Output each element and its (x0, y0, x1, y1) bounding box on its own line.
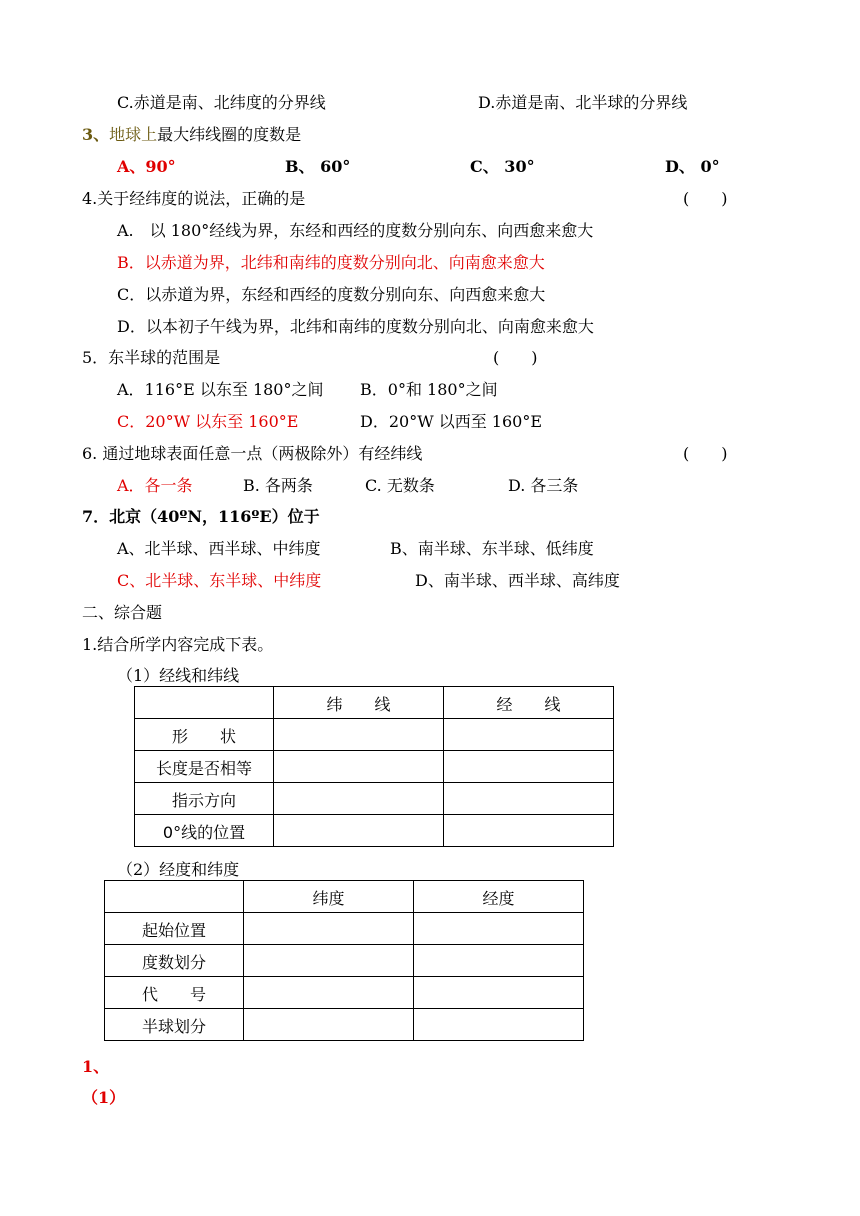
table-row (135, 719, 614, 751)
q3-option-d: D、 0° (665, 157, 720, 176)
q3-stem-text: 最大纬线圈的度数是 (157, 125, 302, 144)
answer-cell[interactable] (274, 751, 444, 783)
q3-stem (82, 125, 301, 145)
q4-option-a: A. 以 180°经线为界，东经和西经的度数分别向东、向西愈来愈大 (117, 221, 594, 240)
answer-cell[interactable] (244, 913, 414, 945)
q6-answer-paren: ( ) (683, 444, 728, 463)
q2-option-c: C.赤道是南、北纬度的分界线 (117, 93, 326, 112)
answer-cell[interactable] (444, 815, 614, 847)
q5-option-b: B．0°和 180°之间 (360, 380, 498, 399)
q6-option-b: B. 各两条 (243, 476, 313, 495)
answer-cell[interactable] (444, 783, 614, 815)
q3-option-a: A、90° (117, 157, 176, 176)
table-row (105, 913, 584, 945)
table-header-cell: 纬 线 (274, 687, 444, 719)
q3-stem-highlight: 地球上 (109, 125, 158, 144)
q7-option-a: A、北半球、西半球、中纬度 (117, 539, 321, 558)
section2-title: 二、综合题 (82, 603, 163, 622)
q3-option-c: C、 30° (470, 157, 535, 176)
answer-cell[interactable] (414, 1009, 584, 1041)
answer-cell[interactable] (274, 783, 444, 815)
table1-caption: （1）经线和纬线 (117, 666, 240, 685)
table-row (105, 945, 584, 977)
table-row (105, 1009, 584, 1041)
table-header-cell (105, 881, 244, 913)
q7-stem: 7．北京（40ºN，116ºE）位于 (82, 507, 320, 526)
table-header-row (105, 881, 584, 913)
table2-longitude-latitude (104, 880, 584, 1041)
answer-1-label: 1、 (82, 1057, 110, 1076)
table2-caption: （2）经度和纬度 (117, 860, 240, 879)
answer-cell[interactable] (414, 977, 584, 1009)
table1-meridians-parallels (134, 686, 614, 847)
row-label: 起始位置 (105, 913, 244, 945)
row-label: 代 号 (105, 977, 244, 1009)
answer-cell[interactable] (244, 1009, 414, 1041)
q2-option-d: D.赤道是南、北半球的分界线 (478, 93, 688, 112)
row-label: 半球划分 (105, 1009, 244, 1041)
answer-cell[interactable] (244, 977, 414, 1009)
q5-option-d: D．20°W 以西至 160°E (360, 412, 543, 431)
q6-option-c: C. 无数条 (365, 476, 435, 495)
row-label: 形 状 (135, 719, 274, 751)
q7-option-d: D、南半球、西半球、高纬度 (415, 571, 620, 590)
q4-stem: 4.关于经纬度的说法，正确的是 (82, 189, 306, 208)
table-header-cell: 经度 (414, 881, 584, 913)
answer-1-1-label: （1） (82, 1088, 126, 1107)
q7-option-b: B、南半球、东半球、低纬度 (390, 539, 594, 558)
row-label: 长度是否相等 (135, 751, 274, 783)
table-row (135, 815, 614, 847)
q5-option-c: C．20°W 以东至 160°E (117, 412, 299, 431)
answer-cell[interactable] (444, 719, 614, 751)
answer-cell[interactable] (444, 751, 614, 783)
q4-option-b: B．以赤道为界，北纬和南纬的度数分别向北、向南愈来愈大 (117, 253, 545, 272)
table-header-cell (135, 687, 274, 719)
table-header-cell: 经 线 (444, 687, 614, 719)
q5-stem: 5．东半球的范围是 (82, 348, 221, 367)
q7-option-c: C、北半球、东半球、中纬度 (117, 571, 322, 590)
q3-number: 3、 (82, 125, 110, 144)
answer-cell[interactable] (414, 945, 584, 977)
row-label: 度数划分 (105, 945, 244, 977)
q4-answer-paren: ( ) (683, 189, 728, 208)
row-label: 0°线的位置 (135, 815, 274, 847)
table-row (105, 977, 584, 1009)
q6-option-d: D. 各三条 (508, 476, 579, 495)
section2-q1-stem: 1.结合所学内容完成下表。 (82, 635, 274, 654)
answer-cell[interactable] (244, 945, 414, 977)
table-header-row (135, 687, 614, 719)
table-row (135, 751, 614, 783)
answer-cell[interactable] (274, 815, 444, 847)
q3-option-b: B、 60° (285, 157, 351, 176)
q5-answer-paren: ( ) (493, 348, 538, 367)
q4-option-d: D．以本初子午线为界，北纬和南纬的度数分别向北、向南愈来愈大 (117, 317, 594, 336)
q5-option-a: A．116°E 以东至 180°之间 (117, 380, 324, 399)
table-header-cell: 纬度 (244, 881, 414, 913)
q4-option-c: C．以赤道为界，东经和西经的度数分别向东、向西愈来愈大 (117, 285, 546, 304)
answer-cell[interactable] (274, 719, 444, 751)
answer-cell[interactable] (414, 913, 584, 945)
q6-option-a: A．各一条 (117, 476, 193, 495)
q6-stem: 6. 通过地球表面任意一点（两极除外）有经纬线 (82, 444, 423, 463)
row-label: 指示方向 (135, 783, 274, 815)
table-row (135, 783, 614, 815)
